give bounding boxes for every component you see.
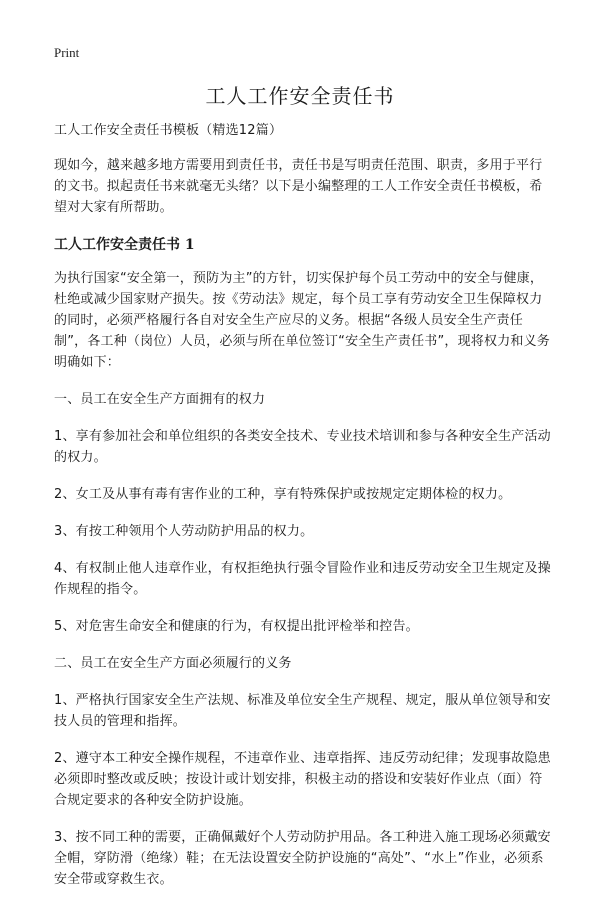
section-heading: 工人工作安全责任书 1 [54, 237, 195, 253]
intro-paragraph: 现如今，越来越多地方需要用到责任书，责任书是写明责任范围、职责，多用于平行的文书。拟起责任书来就毫无头绪？以下是小编整理的工人工作安全责任书模板，希望对大家有所帮助。 [54, 158, 543, 215]
duties-item-3: 3、按不同工种的需要，正确佩戴好个人劳动防护用品。各工种进入施工现场必须戴安全帽，穿防滑（绝缘）鞋；在无法设置安全防护设施的“高处”、“水上”作业，必须系安全带或穿救生衣。 [54, 830, 551, 887]
rights-item-4: 4、有权制止他人违章作业，有权拒绝执行强令冒险作业和违反劳动安全卫生规定及操作规程的指令。 [54, 561, 551, 597]
rights-item-2: 2、女工及从事有毒有害作业的工种，享有特殊保护或按规定定期体检的权力。 [54, 487, 512, 502]
rights-heading: 一、员工在安全生产方面拥有的权力 [54, 392, 266, 407]
duties-item-1: 1、严格执行国家安全生产法规、标准及单位安全生产规程、规定，服从单位领导和安技人员的管理和指挥。 [54, 693, 551, 729]
paragraph-preamble: 为执行国家“安全第一，预防为主”的方针，切实保护每个员工劳动中的安全与健康，杜绝或减少国家财产损失。按《劳动法》规定，每个员工享有劳动安全卫生保障权力的同时，必须严格履行各自对安全生产应尽的义务。根据“各级人员安全生产责任制”，各工种（岗位）人员，必须与所在单位签订“安全生产责任书”，现将权力和义务明确如下： [54, 271, 551, 370]
duties-heading: 二、员工在安全生产方面必须履行的义务 [54, 656, 292, 671]
rights-item-5: 5、对危害生命安全和健康的行为，有权提出批评检举和控告。 [54, 619, 419, 634]
duties-item-2: 2、遵守本工种安全操作规程，不违章作业、违章指挥、违反劳动纪律；发现事故隐患必须即时整改或反映；按设计或计划安排，积极主动的搭设和安装好作业点（面）符合规定要求的各种安全防护设施。 [54, 751, 551, 808]
print-link[interactable]: Print [54, 45, 80, 60]
document-body [54, 120, 554, 906]
document-title: 工人工作安全责任书 [205, 84, 395, 108]
rights-item-1: 1、享有参加社会和单位组织的各类安全技术、专业技术培训和参与各种安全生产活动的权力。 [54, 429, 551, 465]
document-subtitle: 工人工作安全责任书模板（精选12篇） [54, 123, 283, 138]
rights-item-3: 3、有按工种领用个人劳动防护用品的权力。 [54, 524, 314, 539]
